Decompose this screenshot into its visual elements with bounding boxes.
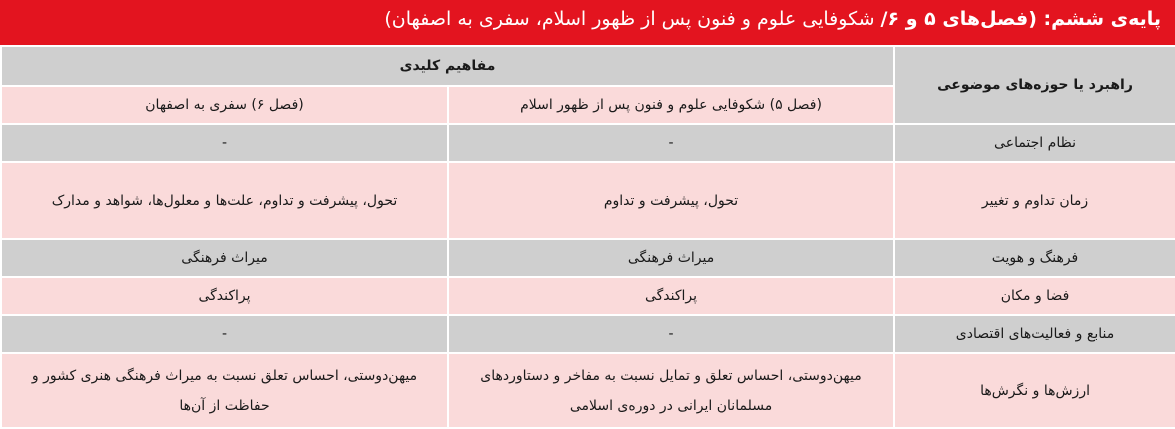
row-ch5: میهن‌دوستی، احساس تعلق و تمایل نسبت به مفاخر و دستاوردهای مسلمانان ایرانی در دوره‌ی اسلامی	[448, 353, 894, 428]
header-strategy: راهبرد یا حوزه‌های موضوعی	[894, 46, 1175, 124]
table-row	[1, 277, 1175, 315]
header-concepts: مفاهیم کلیدی	[1, 46, 894, 86]
table-row	[1, 353, 1175, 428]
row-ch5: پراکندگی	[448, 277, 894, 315]
row-ch6: میهن‌دوستی، احساس تعلق نسبت به میراث فرهنگی هنری کشور و حفاظت از آن‌ها	[1, 353, 448, 428]
row-strategy: فضا و مکان	[894, 277, 1175, 315]
row-strategy: نظام اجتماعی	[894, 124, 1175, 162]
row-strategy: فرهنگ و هویت	[894, 239, 1175, 277]
row-ch6: -	[1, 315, 448, 353]
row-strategy: زمان تداوم و تغییر	[894, 162, 1175, 239]
table-row	[1, 124, 1175, 162]
row-ch6: پراکندگی	[1, 277, 448, 315]
row-ch5: میراث فرهنگی	[448, 239, 894, 277]
table-row	[1, 315, 1175, 353]
row-ch5: -	[448, 124, 894, 162]
title-rest: شکوفایی علوم و فنون پس از ظهور اسلام، سفری به اصفهان)	[384, 8, 881, 30]
row-strategy: ارزش‌ها و نگرش‌ها	[894, 353, 1175, 428]
subheader-ch6: (فصل ۶) سفری به اصفهان	[1, 86, 448, 124]
page-title	[0, 0, 1175, 45]
row-ch5: -	[448, 315, 894, 353]
title-main: پایه‌ی ششم: (فصل‌های ۵ و ۶/	[880, 8, 1161, 30]
row-ch6: تحول، پیشرفت و تداوم، علت‌ها و معلول‌ها، شواهد و مدارک	[1, 162, 448, 239]
row-ch6: -	[1, 124, 448, 162]
subheader-ch5: (فصل ۵) شکوفایی علوم و فنون پس از ظهور اسلام	[448, 86, 894, 124]
row-ch5: تحول، پیشرفت و تداوم	[448, 162, 894, 239]
table-header-row	[1, 46, 1175, 86]
table-row	[1, 162, 1175, 239]
row-strategy: منابع و فعالیت‌های اقتصادی	[894, 315, 1175, 353]
row-ch6: میراث فرهنگی	[1, 239, 448, 277]
key-concepts-table	[0, 45, 1175, 429]
table-row	[1, 239, 1175, 277]
